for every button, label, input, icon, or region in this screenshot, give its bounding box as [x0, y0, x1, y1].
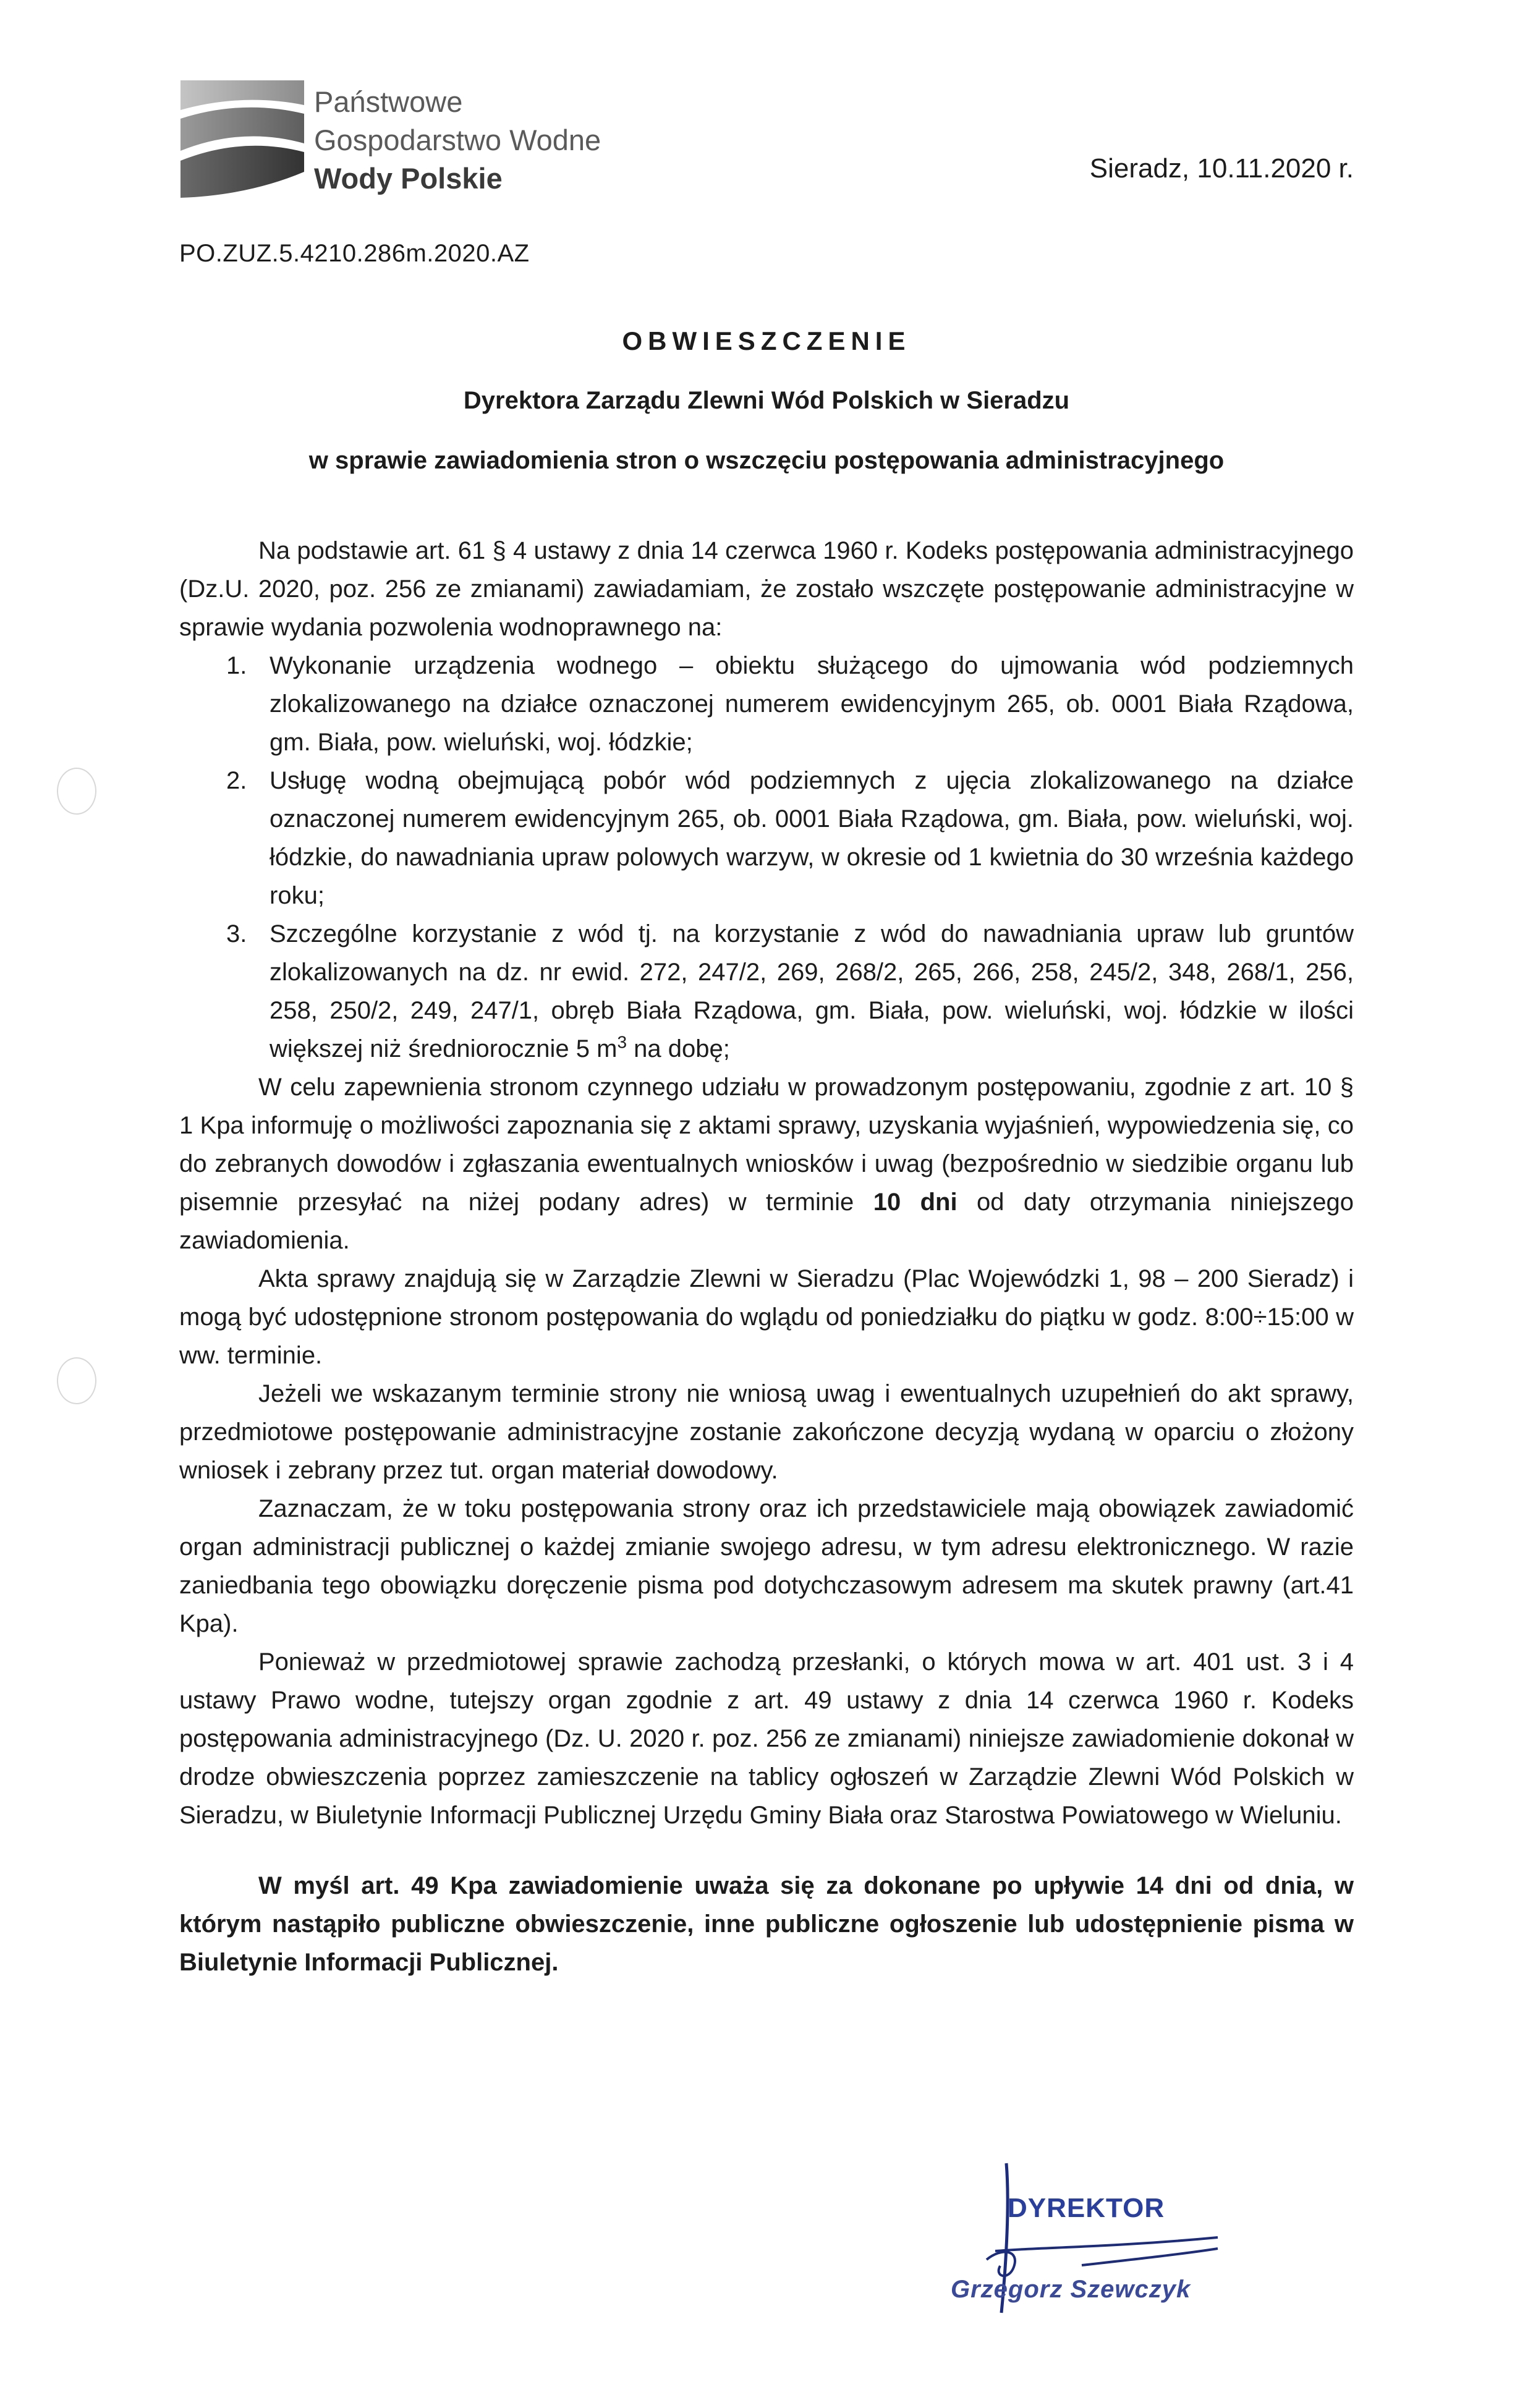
document-titles	[179, 326, 1354, 475]
list-item-number: 2.	[226, 767, 247, 794]
signature-stamp	[927, 2139, 1273, 2324]
deadline-bold: 10 dni	[873, 1189, 958, 1216]
signatory-name: Grzegorz Szewczyk	[951, 2276, 1191, 2303]
document-title: OBWIESZCZENIE	[622, 326, 911, 355]
reference-number: PO.ZUZ.5.4210.286m.2020.AZ	[179, 240, 530, 267]
superscript: 3	[617, 1032, 627, 1052]
list-item-number: 1.	[226, 652, 247, 679]
paragraph-text: od daty otrzymania niniejszego zawiadomienia.	[179, 1189, 1354, 1254]
document-subtitle-2: w sprawie zawiadomienia stron o wszczęciu postępowania administracyjnego	[308, 447, 1225, 474]
paragraph-files-location: Akta sprawy znajdują się w Zarządzie Zlewni w Sieradzu (Plac Wojewódzki 1, 98 – 200 Sieradz) i mogą być udostępnione stronom postępowania do wglądu od poniedziałku do piątku w godz. 8:00÷15:00 w ww. terminie.	[179, 1265, 1354, 1369]
paragraph-text: W celu zapewnienia stronom czynnego udziału w prowadzonym postępowaniu, zgodnie z art. 10 § 1 Kpa informuję o możliwości zapoznania się z aktami sprawy, uzyskania wyjaśnień, wypowiedzenia się, co do zebranych dowodów i zgłaszania ewentualnych wniosków i uwag (bezpośrednio w siedzibie organu lub pisemnie przesyłać na niżej podany adres) w terminie	[179, 1074, 1354, 1216]
list-item-text: Usługę wodną obejmującą pobór wód podziemnych z ujęcia zlokalizowanego na działce oznaczonej numerem ewidencyjnym 265, ob. 0001 Biała Rządowa, gm. Biała, pow. wieluński, woj. łódzkie, do nawadniania upraw polowych warzyw, w okresie od 1 kwietnia do 30 września każdego roku;	[270, 767, 1354, 909]
list-item	[179, 647, 1354, 761]
paragraph-bold-notice: W myśl art. 49 Kpa zawiadomienie uważa się za dokonane po upływie 14 dni od dnia, w którym nastąpiło publiczne obwieszczenie, inne publiczne ogłoszenie lub udostępnienie pisma w Biuletynie Informacji Publicznej.	[179, 1872, 1354, 1976]
document-body	[179, 532, 1354, 1982]
paragraph-address-duty: Zaznaczam, że w toku postępowania strony oraz ich przedstawiciele mają obowiązek zawiadomić organ administracji publicznej o każdej zmianie swojego adresu, w tym adresu elektronicznego. W razie zaniedbania tego obowiązku doręczenie pisma pod dotychczasowym adresem ma skutek prawny (art.41 Kpa).	[179, 1495, 1354, 1637]
permit-items-list	[179, 647, 1354, 1068]
signatory-role: DYREKTOR	[1008, 2193, 1165, 2223]
paragraph-participation	[179, 1068, 1354, 1260]
logo-wordmark	[314, 83, 601, 198]
list-item-text: Wykonanie urządzenia wodnego – obiektu służącego do ujmowania wód podziemnych zlokalizowanego na działce oznaczonej numerem ewidencyjnym 265, ob. 0001 Biała Rządowa, gm. Biała, pow. wieluński, woj. łódzkie;	[270, 652, 1354, 756]
document-subtitle-1: Dyrektora Zarządu Zlewni Wód Polskich w Sieradzu	[463, 387, 1070, 414]
paragraph-legal-basis: Ponieważ w przedmiotowej sprawie zachodzą przesłanki, o których mowa w art. 401 ust. 3 i 4 ustawy Prawo wodne, tutejszy organ zgodnie z art. 49 ustawy z dnia 14 czerwca 1960 r. Kodeks postępowania administracyjnego (Dz. U. 2020 r. poz. 256 ze zmianami) niniejsze zawiadomienie dokonał w drodze obwieszczenia poprzez zamieszczenie na tablicy ogłoszeń w Zarządzie Zlewni Wód Polskich w Sieradzu, w Biuletynie Informacji Publicznej Urzędu Gminy Biała oraz Starostwa Powiatowego w Wieluniu.	[179, 1648, 1354, 1829]
punch-hole-mark	[57, 1357, 96, 1404]
logo-line-2: Gospodarstwo Wodne	[314, 124, 601, 156]
list-item-number: 3.	[226, 920, 247, 948]
document-date: Sieradz, 10.11.2020 r.	[1089, 153, 1354, 184]
logo-waves-icon	[180, 74, 304, 210]
logo-line-3: Wody Polskie	[314, 162, 503, 195]
list-item	[179, 915, 1354, 1068]
list-item-tail: na dobę;	[627, 1035, 730, 1062]
wody-polskie-logo	[180, 74, 650, 210]
paragraph-no-remarks: Jeżeli we wskazanym terminie strony nie wniosą uwag i ewentualnych uzupełnień do akt sprawy, przedmiotowe postępowanie administracyjne zostanie zakończone decyzją wydaną w oparciu o złożony wniosek i zebrany przez tut. organ materiał dowodowy.	[179, 1380, 1354, 1484]
logo-line-1: Państwowe	[314, 85, 463, 118]
list-item	[179, 761, 1354, 915]
punch-hole-mark	[57, 768, 96, 815]
list-item-text: Szczególne korzystanie z wód tj. na korzystanie z wód do nawadniania upraw lub gruntów zlokalizowanych na dz. nr ewid. 272, 247/2, 269, 268/2, 265, 266, 258, 245/2, 348, 268/1, 256, 258, 250/2, 249, 247/1, obręb Biała Rządowa, gm. Biała, pow. wieluński, woj. łódzkie w ilości większej niż średniorocznie 5 m	[270, 920, 1354, 1062]
intro-paragraph: Na podstawie art. 61 § 4 ustawy z dnia 14 czerwca 1960 r. Kodeks postępowania administracyjnego (Dz.U. 2020, poz. 256 ze zmianami) zawiadamiam, że zostało wszczęte postępowanie administracyjne w sprawie wydania pozwolenia wodnoprawnego na:	[179, 537, 1354, 641]
